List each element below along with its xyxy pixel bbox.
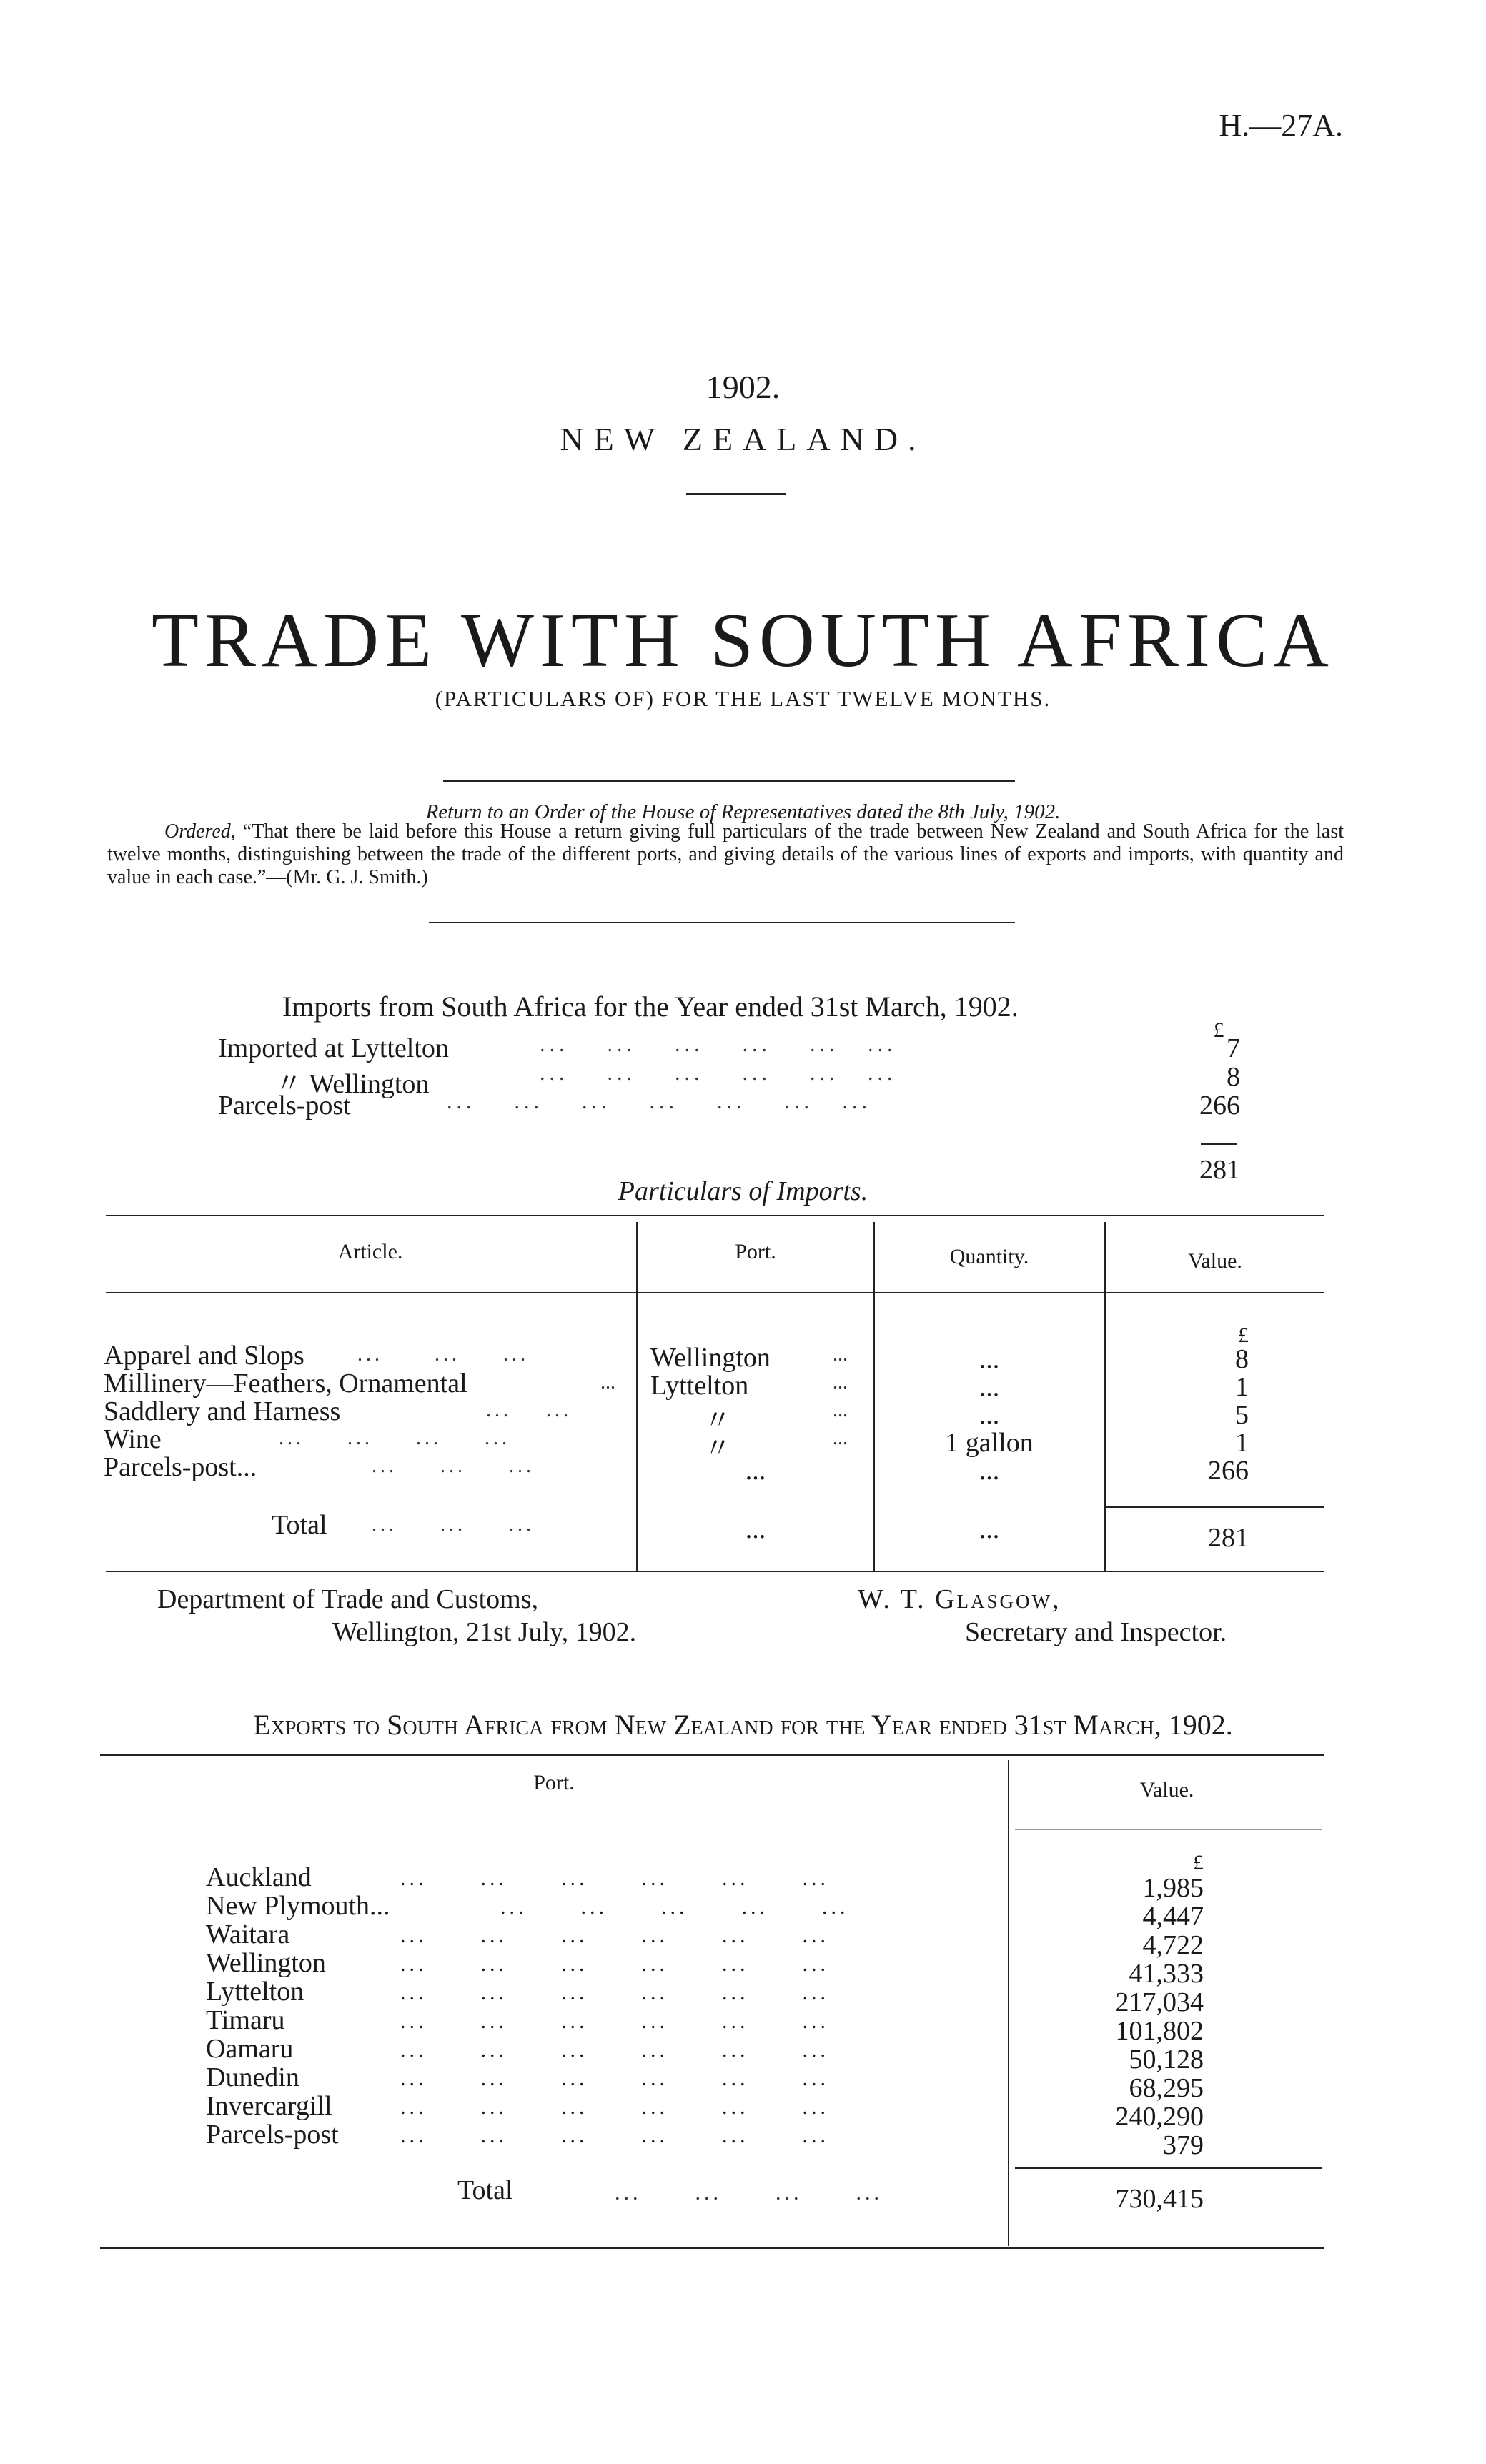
department-block [157,1583,636,1649]
return-order-line: Return to an Order of the House of Representatives dated the 8th July, 1902. [425,800,1061,823]
exports-heading: Exports to South Africa from New Zealand for the Year ended 31st March, 1902. [253,1709,1233,1741]
total-value: 281 [1208,1523,1249,1553]
table-top-rule [100,1754,1324,1756]
import-summary-label: Imported at Lyttelton [218,1033,449,1063]
currency-symbol: £ [1238,1323,1249,1347]
import-summary-row [218,1061,1240,1099]
leader-dots: ... ... ... ... ... ... [400,1981,829,2005]
sum-rule [1106,1506,1324,1508]
export-value: 41,333 [1129,1959,1204,1989]
column-divider [1008,1760,1009,2246]
export-port: Auckland [206,1862,312,1892]
export-value: 1,985 [1142,1873,1204,1903]
leader-dots: ... ... ... ... ... ... [400,2095,829,2119]
header-bottom-rule [106,1292,1324,1293]
signatory-position: Secretary and Inspector. [965,1617,1227,1647]
divider [429,922,1015,923]
year-heading: 1902. [705,369,781,405]
signatory-name: W. T. Glasgow, [858,1584,1061,1614]
value-cell: 266 [1208,1456,1249,1486]
divider [443,780,1015,782]
leader-dots: ... ... ... ... ... ... [400,2067,829,2090]
currency-symbol: £ [1193,1851,1204,1874]
total-value: 730,415 [1115,2184,1204,2214]
column-header-value: Value. [1139,1778,1194,1802]
import-summary-total: 281 [1199,1155,1240,1185]
port-cell: ... [745,1456,766,1486]
leader-dots: ... ... ... ... [615,2181,883,2205]
import-summary-row [218,1090,1240,1121]
export-value: 68,295 [1129,2073,1204,2103]
column-header-port: Port. [533,1771,575,1794]
export-value: 50,128 [1129,2045,1204,2075]
leader-dots: ... ... ... ... ... ... [400,1924,829,1947]
place-date: Wellington, 21st July, 1902. [332,1617,637,1647]
total-label: Total [272,1510,327,1540]
leader-dots: ... ... ... ... ... ... ... [447,1090,871,1113]
signature-block [858,1583,1227,1649]
article-cell: Wine [104,1424,162,1454]
export-port: Lyttelton [206,1977,304,2007]
leader-dots: ... ... ... ... ... ... [540,1033,897,1056]
leader-dots: ... ... ... [372,1455,535,1477]
export-value: 4,447 [1142,1902,1204,1932]
column-header-quantity: Quantity. [949,1245,1029,1268]
leader-dots: ... ... ... ... ... ... [400,1867,829,1890]
leader-dots: ... [833,1427,848,1449]
sum-rule [1201,1143,1237,1145]
port-cell: 〃 [704,1406,732,1436]
article-cell: Parcels-post... [104,1452,257,1482]
country-heading: NEW ZEALAND. [560,421,926,457]
import-summary-row [218,1033,1240,1064]
currency-symbol: £ [1213,1018,1224,1042]
export-port: Parcels-post [206,2120,339,2150]
total-port: ... [745,1514,766,1544]
leader-dots: ... ... ... ... ... ... [400,1952,829,1976]
import-summary-label: Parcels-post [218,1091,351,1121]
leader-dots: ... [833,1343,848,1366]
column-header-article: Article. [337,1240,403,1263]
export-value: 101,802 [1115,2016,1204,2046]
export-value: 379 [1163,2130,1204,2160]
article-cell: Saddlery and Harness [104,1396,341,1426]
ordered-label: Ordered, [164,820,236,843]
leader-dots: ... ... ... [357,1343,529,1366]
import-summary-label: 〃 Wellington [275,1069,430,1099]
table-bottom-rule [106,1571,1324,1572]
export-port: Invercargill [206,2091,332,2121]
value-cell: 8 [1235,1344,1249,1374]
imports-heading: Imports from South Africa for the Year ended 31st March, 1902. [282,990,1019,1023]
table-top-rule [106,1215,1324,1216]
leader-dots: ... ... ... ... ... ... [540,1061,897,1085]
leader-dots: ... ... ... ... ... ... [400,2010,829,2033]
leader-dots: ... ... ... ... ... ... [400,2038,829,2062]
leader-dots: ... ... [486,1399,572,1421]
quantity-cell: ... [979,1344,1000,1374]
quantity-cell: 1 gallon [945,1428,1034,1458]
total-quantity: ... [979,1514,1000,1544]
quantity-cell: ... [979,1400,1000,1430]
leader-dots: ... ... ... [372,1514,535,1536]
leader-dots: ... ... ... ... [279,1427,510,1449]
value-cell: 1 [1235,1428,1249,1458]
page-reference: H.—27A. [1219,108,1343,143]
table-bottom-rule [100,2247,1324,2249]
ordered-paragraph [107,820,1344,889]
export-port: Wellington [206,1948,326,1978]
article-cell: Apparel and Slops [104,1341,304,1371]
export-port: Oamaru [206,2034,294,2064]
total-label: Total [457,2175,513,2205]
value-cell: 1 [1235,1372,1249,1402]
column-header-value: Value. [1188,1249,1242,1273]
leader-dots: ... ... ... ... ... [500,1895,849,1919]
export-value: 240,290 [1115,2102,1204,2132]
sum-rule [1015,2167,1322,2169]
export-value: 4,722 [1142,1930,1204,1960]
export-value: 217,034 [1115,1987,1204,2017]
export-port: Waitara [206,1919,290,1949]
export-port: Timaru [206,2005,285,2035]
leader-dots: ... ... ... ... ... ... [400,2124,829,2147]
document-title: TRADE WITH SOUTH AFRICA [151,598,1335,683]
leader-dots: ... [833,1399,848,1421]
export-port: New Plymouth... [206,1891,390,1921]
quantity-cell: ... [979,1372,1000,1402]
column-header-port: Port. [735,1240,776,1263]
article-cell: Millinery—Feathers, Ornamental [104,1368,467,1399]
port-cell: Wellington [650,1343,771,1373]
import-summary-value: 7 [1227,1033,1240,1063]
department-name: Department of Trade and Customs, [157,1584,539,1614]
divider [686,493,786,495]
port-cell: Lyttelton [650,1371,749,1401]
value-cell: 5 [1235,1400,1249,1430]
particulars-heading: Particulars of Imports. [618,1176,868,1206]
export-port: Dunedin [206,2062,299,2092]
document-subtitle: (PARTICULARS OF) FOR THE LAST TWELVE MONTHS. [435,686,1051,711]
header-bottom-rule [1015,1829,1322,1830]
quantity-cell: ... [979,1456,1000,1486]
import-summary-value: 8 [1227,1062,1240,1092]
ordered-text: “That there be laid before this House a return giving full particulars of the trade between New Zealand and South Africa for the last twelve months, distinguishing between the trade of the different ports, and giving details of the various lines of exports and imports, with quantity and value in each case.”—(Mr. G. J. Smith.) [107,820,1344,888]
port-cell: 〃 [704,1434,732,1464]
leader-dots: ... [600,1371,615,1394]
leader-dots: ... [833,1371,848,1394]
import-summary-value: 266 [1199,1091,1240,1121]
